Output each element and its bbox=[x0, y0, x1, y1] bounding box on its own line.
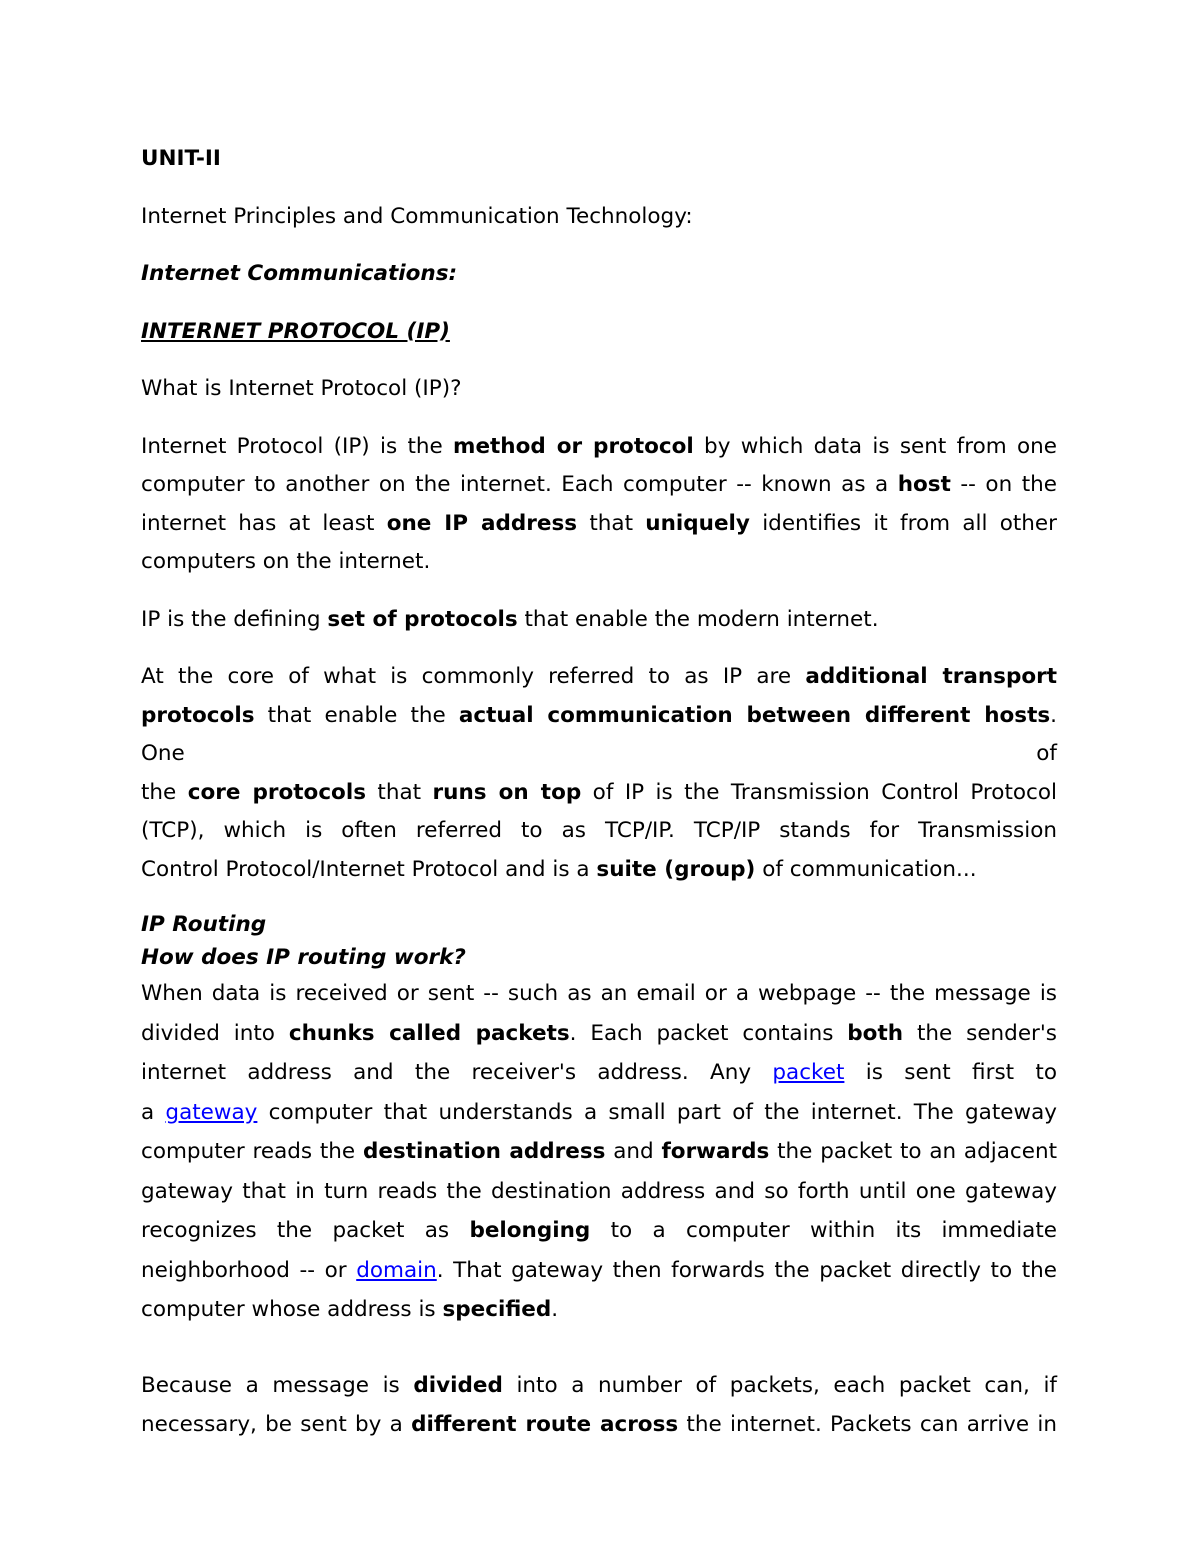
text-line: IP is the defining set of protocols that enable the modern internet. bbox=[141, 606, 879, 632]
protocol-heading: INTERNET PROTOCOL (IP) bbox=[141, 318, 450, 344]
subject-title: Internet Principles and Communication Technology: bbox=[141, 203, 693, 229]
question-line: What is Internet Protocol (IP)? bbox=[141, 376, 462, 401]
text-line: computers on the internet. bbox=[141, 549, 431, 574]
paragraph-tcp-ip bbox=[141, 658, 1057, 889]
text-line: gateway that in turn reads the destination address and so forth until one gateway bbox=[141, 1178, 1057, 1204]
text-line: (TCP), which is often referred to as TCP/IP. TCP/IP stands for Transmission bbox=[141, 818, 1057, 843]
packet-link[interactable]: packet bbox=[772, 1060, 845, 1085]
routing-question: How does IP routing work? bbox=[141, 945, 466, 970]
text-line: neighborhood -- or domain. That gateway then forwards the packet directly to the bbox=[141, 1257, 1058, 1283]
text-line: internet address and the receiver's address. Any packet is sent first to bbox=[141, 1060, 1057, 1085]
text-line: computer to another on the internet. Each computer -- known as a host -- on the bbox=[141, 472, 1057, 497]
document-page bbox=[141, 140, 1057, 1445]
routing-heading: IP Routing bbox=[141, 912, 267, 937]
text-line: divided into chunks called packets. Each packet contains both the sender's bbox=[141, 1020, 1058, 1046]
unit-heading: UNIT-II bbox=[141, 146, 221, 171]
text-line: a gateway computer that understands a small part of the internet. The gateway bbox=[141, 1099, 1057, 1125]
section-title: Internet Communications: bbox=[141, 261, 458, 286]
text-line: computer reads the destination address and forwards the packet to an adjacent bbox=[141, 1139, 1057, 1164]
paragraph-protocol-set bbox=[141, 601, 1057, 640]
text-line: recognizes the packet as belonging to a computer within its immediate bbox=[141, 1218, 1057, 1243]
paragraph-ip-definition bbox=[141, 428, 1057, 582]
text-line: the core protocols that runs on top of IP is the Transmission Control Protocol bbox=[141, 779, 1057, 805]
text-line: necessary, be sent by a different route across the internet. Packets can arrive in bbox=[141, 1412, 1057, 1437]
text-line: Internet Protocol (IP) is the method or protocol by which data is sent from one bbox=[141, 433, 1057, 459]
text-line: internet has at least one IP address that uniquely identifies it from all other bbox=[141, 510, 1057, 536]
text-line: Control Protocol/Internet Protocol and is a suite (group) of communication... bbox=[141, 856, 977, 882]
text-line: protocols that enable the actual communication between different hosts. One of bbox=[141, 702, 1057, 766]
text-line: Because a message is divided into a number of packets, each packet can, if bbox=[141, 1372, 1058, 1398]
gateway-link[interactable]: gateway bbox=[165, 1099, 258, 1125]
text-line: At the core of what is commonly referred to as IP are additional transport bbox=[141, 664, 1058, 689]
paragraph-packet-routes bbox=[141, 1366, 1057, 1445]
domain-link[interactable]: domain bbox=[356, 1257, 437, 1283]
text-line: computer whose address is specified. bbox=[141, 1297, 559, 1322]
text-line: When data is received or sent -- such as an email or a webpage -- the message is bbox=[141, 981, 1057, 1006]
paragraph-routing bbox=[141, 974, 1057, 1330]
